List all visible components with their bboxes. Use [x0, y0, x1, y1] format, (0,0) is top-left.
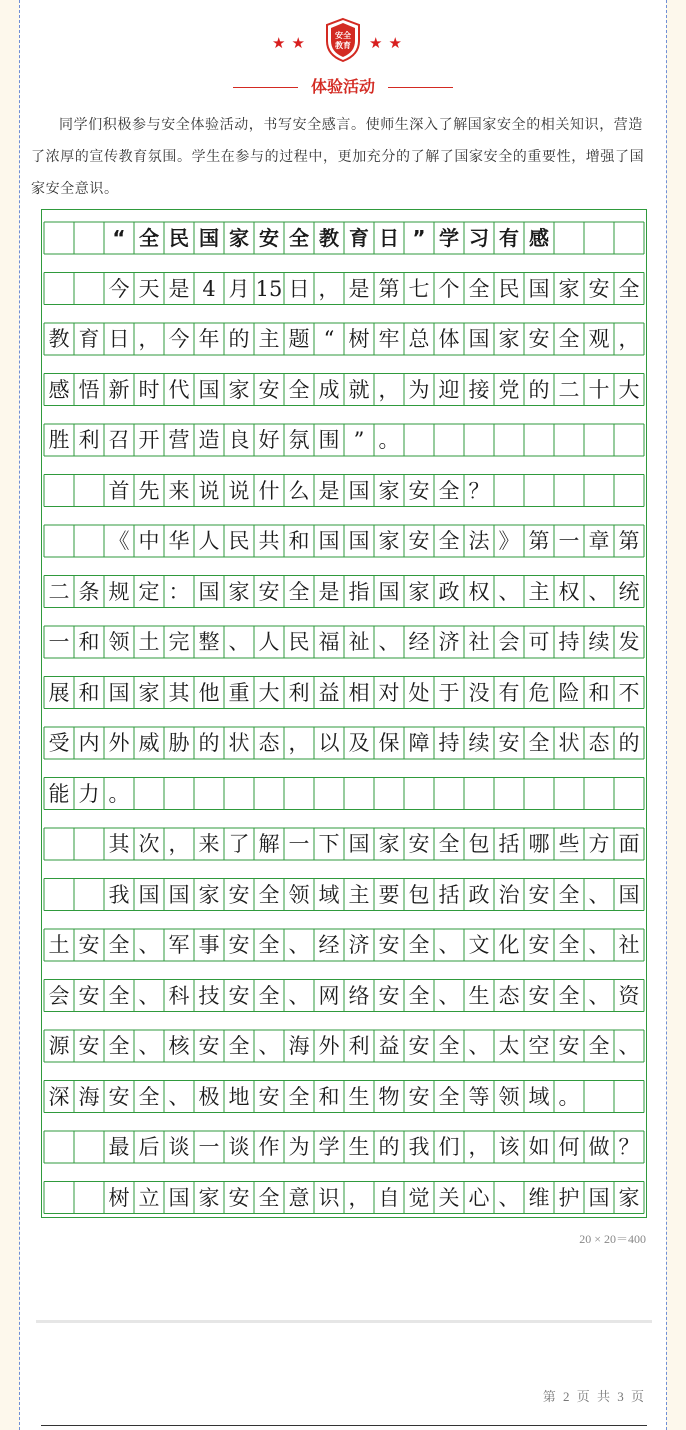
essay-line: 会 安 全 、 科 技 安 全 、 网 络 安 全 、 生 态 安 全 、 资: [48, 983, 640, 1008]
essay-line: 今 天 是 4 月 15 日 ， 是 第 七 个 全 民 国 家 安 全: [108, 276, 640, 301]
section-title: 体验活动: [310, 77, 375, 96]
next-page-top-border: [41, 1425, 647, 1426]
section-rule-right: [388, 87, 453, 88]
safety-education-shield-icon: [324, 17, 362, 63]
essay-line: 胜 利 召 开 营 造 良 好 氛 围 ” 。: [48, 428, 400, 452]
essay-line: 树 立 国 家 安 全 意 识 ， 自 觉 关 心 、 维 护 国 家: [108, 1185, 640, 1210]
essay-line: 《 中 华 人 民 共 和 国 国 家 安 全 法 》 第 一 章 第: [108, 529, 640, 553]
section-rule-left: [233, 87, 298, 88]
essay-line: 深 海 安 全 、 极 地 安 全 和 生 物 安 全 等 领 域 。: [48, 1084, 580, 1109]
essay-line: 教 育 日 ， 今 年 的 主 题 “ 树 牢 总 体 国 家 安 全 观 ，: [48, 327, 640, 351]
essay-line: 我 国 国 家 安 全 领 域 主 要 包 括 政 治 安 全 、 国: [108, 882, 640, 907]
essay-line: 二 条 规 定 ： 国 家 安 全 是 指 国 家 政 权 、 主 权 、 统: [48, 579, 640, 604]
grid-character-count: 20 × 20＝400: [579, 1232, 646, 1246]
right-dashed-border: [666, 0, 667, 1430]
essay-line: 能 力 。: [48, 781, 130, 806]
badge-text-line1: 安全: [335, 31, 351, 40]
essay-title: “ 全 民 国 家 安 全 教 育 日 ” 学 习 有 感: [112, 226, 549, 250]
essay-line: 展 和 国 家 其 他 重 大 利 益 相 对 处 于 没 有 危 险 和 不: [48, 680, 640, 705]
badge-text-line2: 教育: [335, 41, 351, 50]
essay-line: 其 次 ， 来 了 解 一 下 国 家 安 全 包 括 哪 些 方 面: [108, 832, 640, 856]
stars-right-icon: ★★: [369, 34, 408, 52]
page-indicator: 第 2 页 共 3 页: [542, 1389, 646, 1404]
stars-left-icon: ★★: [272, 34, 311, 52]
essay-grid-paper: [41, 209, 647, 1218]
grid-lines: [41, 209, 647, 1218]
section-header: [0, 74, 686, 100]
essay-line: 感 悟 新 时 代 国 家 安 全 成 就 ， 为 迎 接 党 的 二 十 大: [48, 377, 640, 402]
essay-line: 土 安 全 、 军 事 安 全 、 经 济 安 全 、 文 化 安 全 、 社: [48, 933, 640, 957]
essay-line: 一 和 领 土 完 整 、 人 民 福 祉 、 经 济 社 会 可 持 续 发: [48, 630, 640, 654]
essay-line: 首 先 来 说 说 什 么 是 国 家 安 全 ？: [108, 478, 490, 503]
essay-line: 源 安 全 、 核 安 全 、 海 外 利 益 安 全 、 太 空 安 全 、: [48, 1034, 640, 1058]
divider: [36, 1320, 652, 1323]
essay-line: 最 后 谈 一 谈 作 为 学 生 的 我 们 ， 该 如 何 做 ？: [108, 1135, 640, 1159]
essay-line: 受 内 外 威 胁 的 状 态 ， 以 及 保 障 持 续 安 全 状 态 的: [48, 731, 640, 755]
header-badge-row: [0, 16, 686, 68]
intro-paragraph: 同学们积极参与安全体验活动，书写安全感言。使师生深入了解国家安全的相关知识，营造了浓厚的宣传教育氛围。学生在参与的过程中，更加充分的了解了国家安全的重要性，增强了国家安全意识。: [31, 117, 645, 197]
